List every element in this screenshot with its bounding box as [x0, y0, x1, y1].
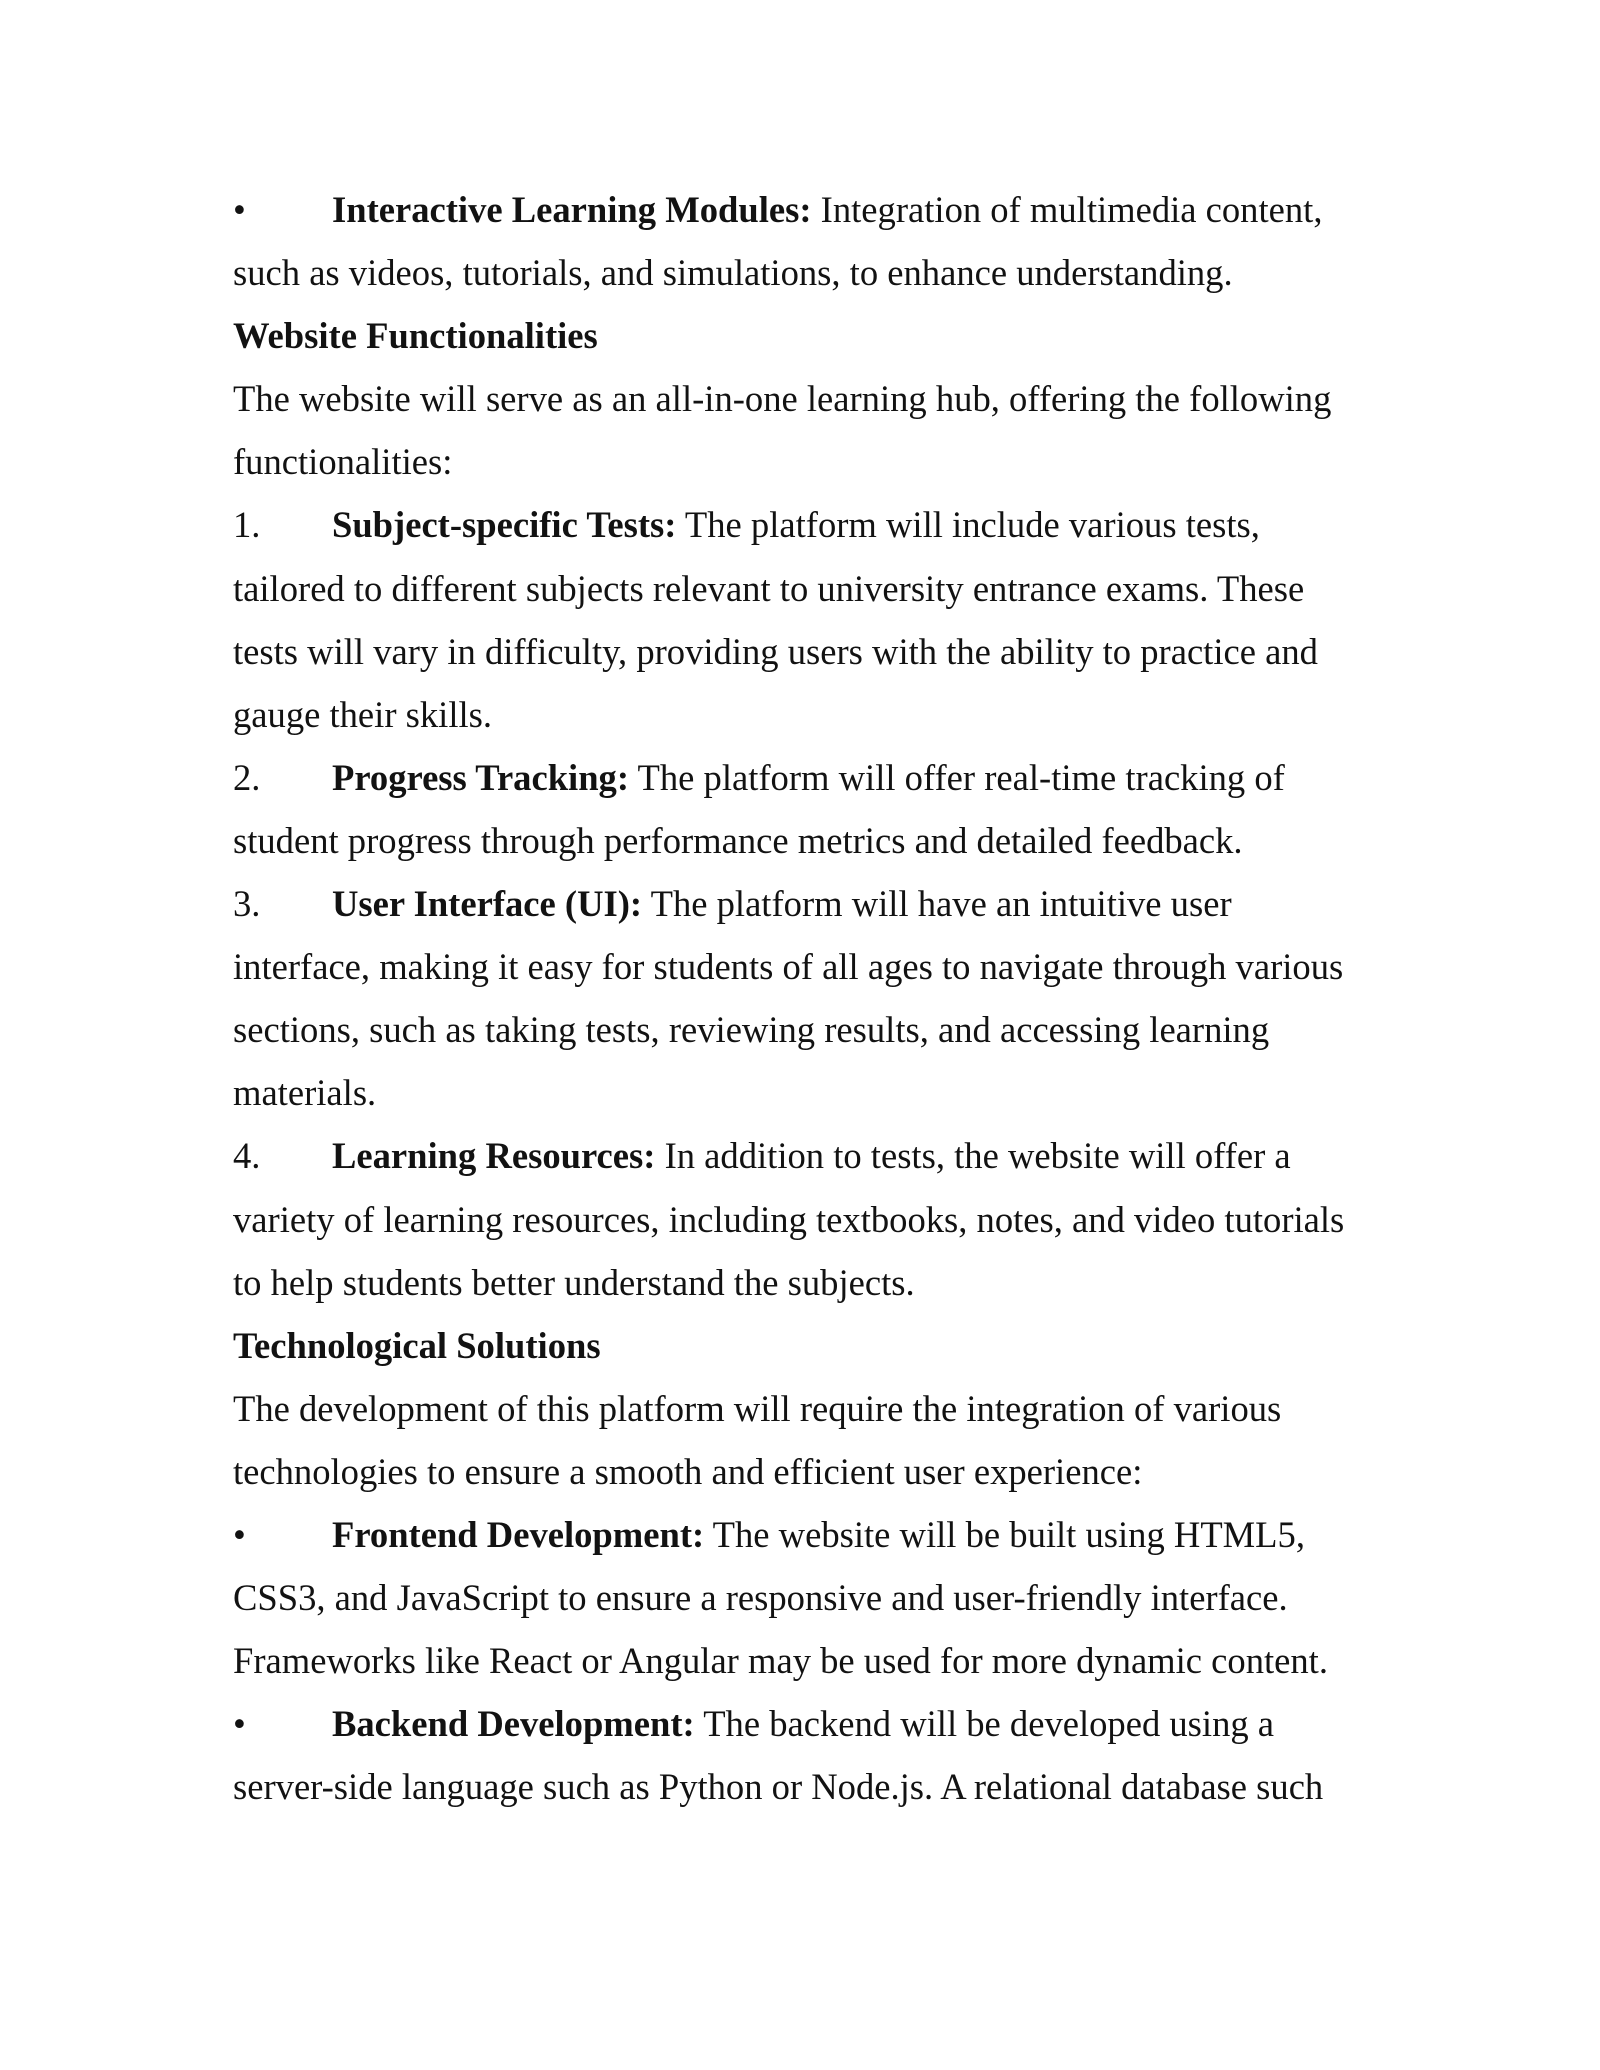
document-body	[233, 178, 1423, 1818]
number-marker: 4.	[233, 1135, 261, 1177]
text-line	[233, 1440, 1423, 1503]
line-text: The platform will offer real-time tracking of	[629, 756, 1285, 798]
bullet-list-line	[233, 1692, 1423, 1755]
text-line	[233, 1251, 1423, 1314]
bullet-marker: •	[233, 1703, 246, 1745]
line-text: to help students better understand the subjects.	[233, 1261, 915, 1303]
text-line	[233, 1377, 1423, 1440]
text-line	[233, 1629, 1423, 1692]
line-text: The backend will be developed using a	[694, 1703, 1275, 1745]
line-text: materials.	[233, 1072, 377, 1114]
number-marker: 1.	[233, 504, 261, 546]
line-text: The website will be built using HTML5,	[704, 1513, 1305, 1555]
line-text: such as videos, tutorials, and simulations, to enhance understanding.	[233, 252, 1233, 294]
line-text: The platform will have an intuitive user	[642, 883, 1232, 925]
line-text: gauge their skills.	[233, 693, 493, 735]
numbered-list-line	[233, 493, 1423, 556]
text-line	[233, 241, 1423, 304]
bullet-marker: •	[233, 1513, 246, 1555]
bold-label: Learning Resources:	[332, 1135, 656, 1177]
line-text: student progress through performance metrics and detailed feedback.	[233, 819, 1243, 861]
line-text: tailored to different subjects relevant to university entrance exams. These	[233, 567, 1305, 609]
line-text: interface, making it easy for students of all ages to navigate through various	[233, 946, 1344, 988]
line-text: The development of this platform will require the integration of various	[233, 1387, 1282, 1429]
line-text: functionalities:	[233, 441, 453, 483]
bold-label: Subject-specific Tests:	[332, 504, 677, 546]
line-text: variety of learning resources, including textbooks, notes, and video tutorials	[233, 1198, 1345, 1240]
line-text: technologies to ensure a smooth and efficient user experience:	[233, 1450, 1143, 1492]
text-line	[233, 1566, 1423, 1629]
text-line	[233, 683, 1423, 746]
text-line	[233, 809, 1423, 872]
text-line	[233, 557, 1423, 620]
line-text: Website Functionalities	[233, 315, 598, 357]
text-line	[233, 935, 1423, 998]
heading-line	[233, 1314, 1423, 1377]
numbered-list-line	[233, 872, 1423, 935]
bullet-list-line	[233, 178, 1423, 241]
heading-line	[233, 304, 1423, 367]
text-line	[233, 367, 1423, 430]
bold-label: Backend Development:	[332, 1703, 695, 1745]
text-line	[233, 430, 1423, 493]
text-line	[233, 1061, 1423, 1124]
line-text: Integration of multimedia content,	[811, 189, 1323, 230]
bold-label: Progress Tracking:	[332, 756, 630, 798]
line-text: sections, such as taking tests, reviewing results, and accessing learning	[233, 1009, 1270, 1051]
numbered-list-line	[233, 746, 1423, 809]
text-line	[233, 1755, 1423, 1818]
numbered-list-line	[233, 1124, 1423, 1187]
number-marker: 2.	[233, 756, 261, 798]
number-marker: 3.	[233, 883, 261, 925]
line-text: server-side language such as Python or Node.js. A relational database such	[233, 1766, 1324, 1808]
line-text: CSS3, and JavaScript to ensure a responsive and user-friendly interface.	[233, 1577, 1288, 1619]
line-text: The platform will include various tests,	[676, 504, 1260, 546]
line-text: Technological Solutions	[233, 1324, 601, 1366]
line-text: In addition to tests, the website will offer a	[655, 1135, 1291, 1177]
line-text: tests will vary in difficulty, providing users with the ability to practice and	[233, 630, 1318, 672]
bold-label: Frontend Development:	[332, 1513, 705, 1555]
bullet-marker: •	[233, 189, 246, 230]
bullet-list-line	[233, 1503, 1423, 1566]
bold-label: Interactive Learning Modules:	[332, 189, 812, 230]
text-line	[233, 998, 1423, 1061]
text-line	[233, 620, 1423, 683]
line-text: Frameworks like React or Angular may be used for more dynamic content.	[233, 1640, 1328, 1682]
line-text: The website will serve as an all-in-one learning hub, offering the following	[233, 378, 1332, 420]
text-line	[233, 1188, 1423, 1251]
bold-label: User Interface (UI):	[332, 883, 643, 925]
